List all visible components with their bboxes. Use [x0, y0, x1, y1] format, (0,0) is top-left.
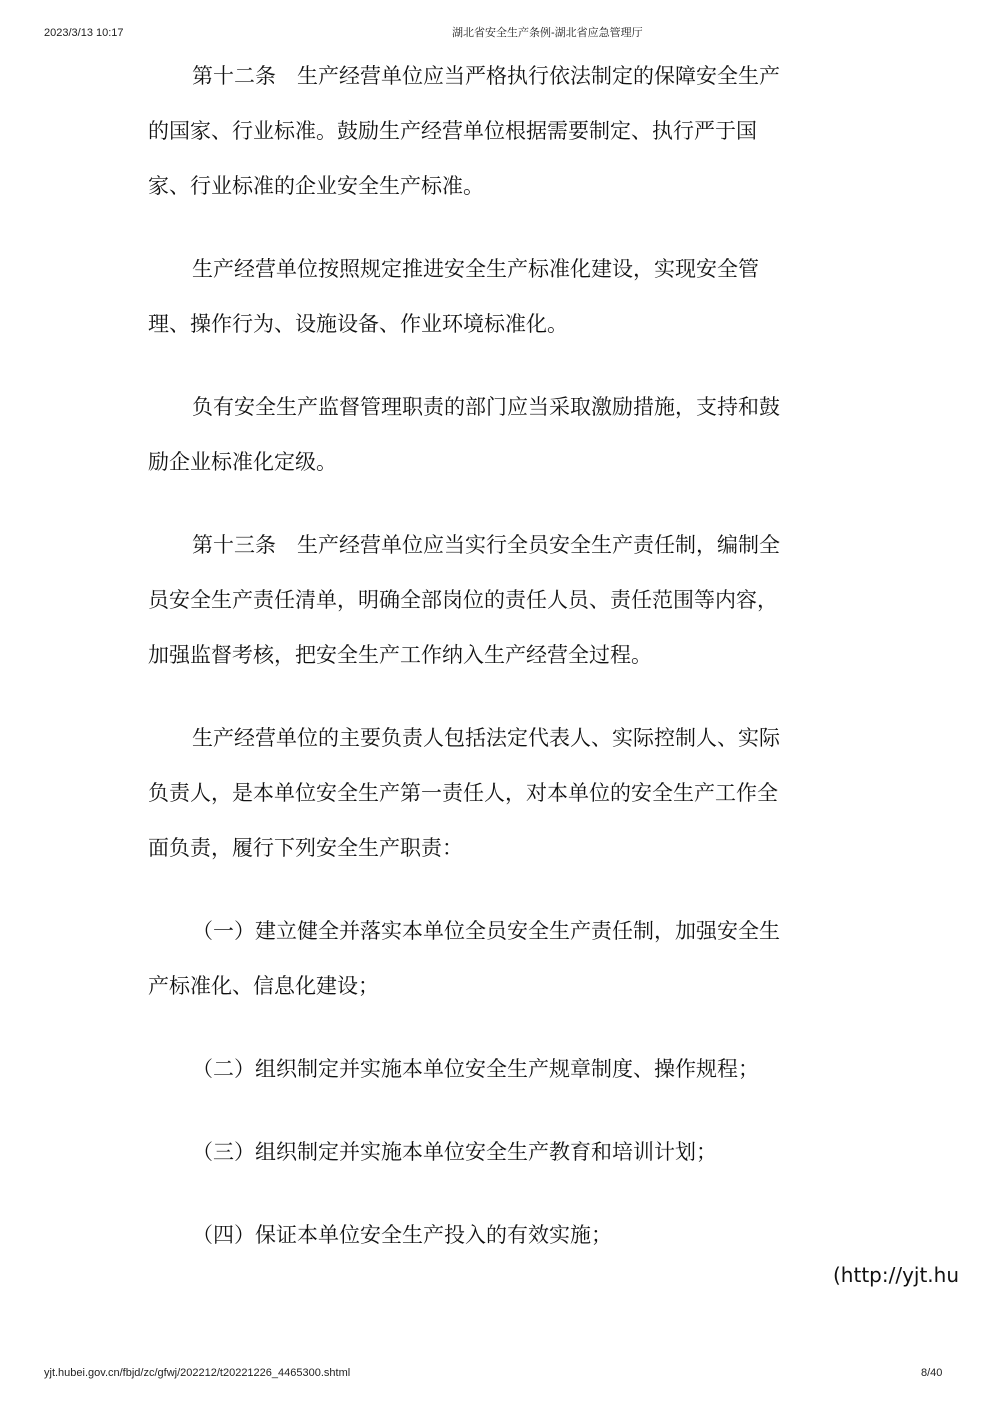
site-link-fragment[interactable]: (http://yjt.hu [833, 1263, 960, 1287]
paragraph-principal-line-3: 面负责，履行下列安全生产职责： [148, 836, 463, 860]
article-13-line-1: 第十三条 生产经营单位应当实行全员安全生产责任制，编制全 [192, 533, 780, 557]
duty-item-1-line-1: （一）建立健全并落实本单位全员安全生产责任制，加强安全生 [192, 919, 780, 943]
duty-item-1-line-2: 产标准化、信息化建设； [148, 974, 379, 998]
duty-item-3: （三）组织制定并实施本单位安全生产教育和培训计划； [192, 1140, 717, 1164]
paragraph-principal-line-2: 负责人，是本单位安全生产第一责任人，对本单位的安全生产工作全 [148, 781, 778, 805]
article-13-line-2: 员安全生产责任清单，明确全部岗位的责任人员、责任范围等内容， [148, 588, 778, 612]
paragraph-standardization-line-1: 生产经营单位按照规定推进安全生产标准化建设，实现安全管 [192, 257, 759, 281]
footer-url: yjt.hubei.gov.cn/fbjd/zc/gfwj/202212/t20221226_4465300.shtml [44, 1367, 351, 1379]
paragraph-principal-line-1: 生产经营单位的主要负责人包括法定代表人、实际控制人、实际 [192, 726, 780, 750]
print-datetime: 2023/3/13 10:17 [44, 27, 124, 39]
article-12-line-3: 家、行业标准的企业安全生产标准。 [148, 174, 484, 198]
paragraph-standardization-line-2: 理、操作行为、设施设备、作业环境标准化。 [148, 312, 568, 336]
article-12-line-2: 的国家、行业标准。鼓励生产经营单位根据需要制定、执行严于国 [148, 119, 757, 143]
duty-item-2: （二）组织制定并实施本单位安全生产规章制度、操作规程； [192, 1057, 759, 1081]
duty-item-4: （四）保证本单位安全生产投入的有效实施； [192, 1223, 612, 1247]
paragraph-incentive-line-2: 励企业标准化定级。 [148, 450, 337, 474]
article-13-line-3: 加强监督考核，把安全生产工作纳入生产经营全过程。 [148, 643, 652, 667]
paragraph-incentive-line-1: 负有安全生产监督管理职责的部门应当采取激励措施，支持和鼓 [192, 395, 780, 419]
page-title: 湖北省安全生产条例-湖北省应急管理厅 [452, 27, 643, 39]
article-12-line-1: 第十二条 生产经营单位应当严格执行依法制定的保障安全生产 [192, 64, 780, 88]
page-number: 8/40 [921, 1367, 943, 1379]
